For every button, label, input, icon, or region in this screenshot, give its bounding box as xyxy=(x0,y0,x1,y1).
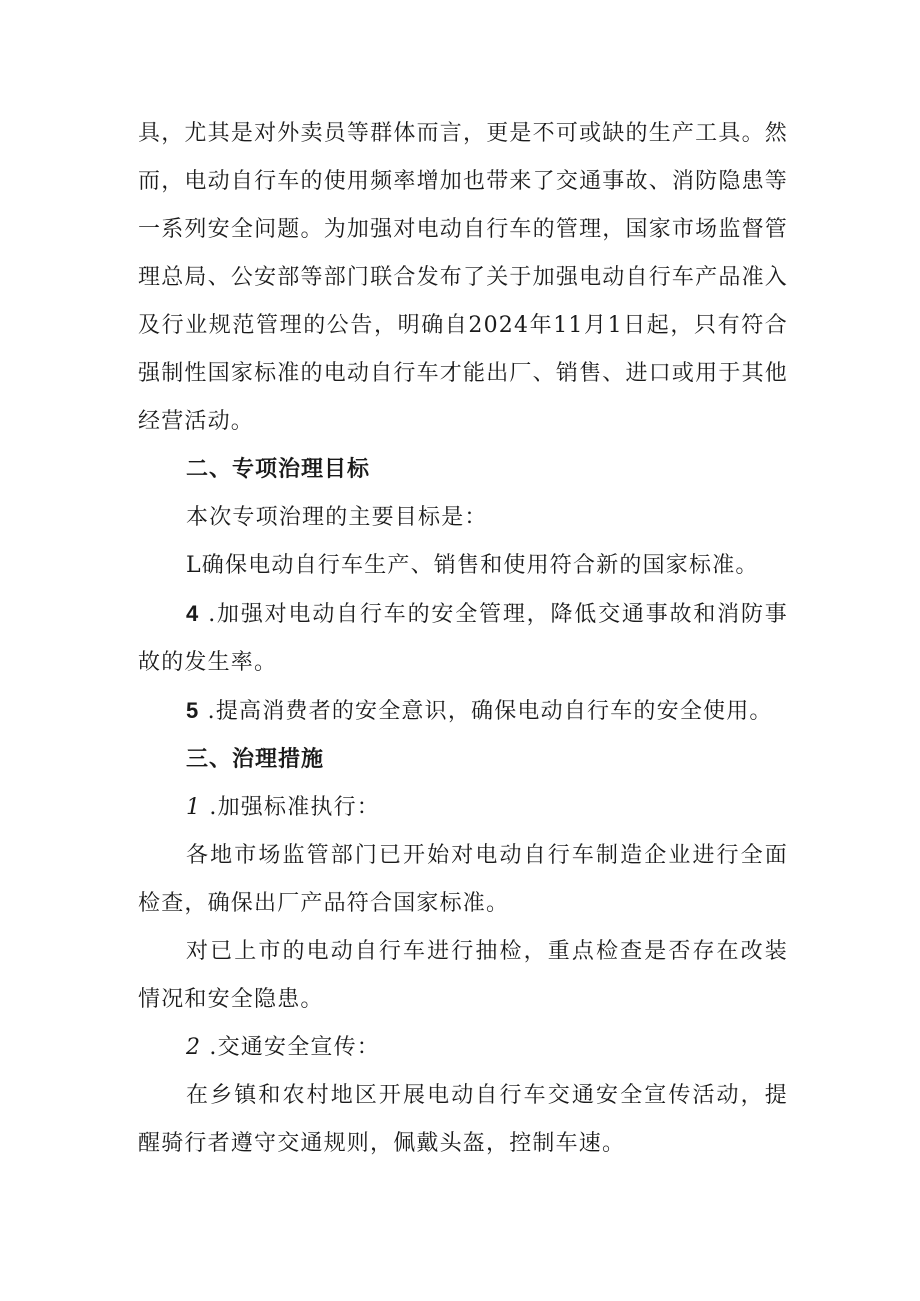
measure-1-paragraph-2: 对已上市的电动自行车进行抽检，重点检查是否存在改装情况和安全隐患。 xyxy=(138,939,788,1012)
measure-1-number: 1 xyxy=(186,795,202,820)
intro-paragraph: 具，尤其是对外卖员等群体而言，更是不可或缺的生产工具。然而，电动自行车的使用频率增加也带来了交通事故、消防隐患等一系列安全问题。为加强对电动自行车的管理，国家市场监督管理总局、公安部等部门联合发布了关于加强电动自行车产品准入及行业规范管理的公告，明确自2024年11月1日起，只有符合强制性国家标准的电动自行车才能出厂、销售、进口或用于其他经营活动。 xyxy=(138,121,788,434)
measure-2-paragraph-1: 在乡镇和农村地区开展电动自行车交通安全宣传活动，提醒骑行者遵守交通规则，佩戴头盔，控制车速。 xyxy=(138,1083,788,1156)
goal-item-3 xyxy=(138,687,788,736)
section-heading-measures: 三、治理措施 xyxy=(186,747,325,772)
goal-item-3-text: .提高消费者的安全意识，确保电动自行车的安全使用。 xyxy=(207,699,773,724)
document-body xyxy=(138,110,788,1168)
goal-item-1: L确保电动自行车生产、销售和使用符合新的国家标准。 xyxy=(186,553,759,578)
goal-item-2-text: .加强对电动自行车的安全管理，降低交通事故和消防事故的发生率。 xyxy=(138,602,788,675)
measure-1-title-text: .加强标准执行： xyxy=(209,795,380,820)
measure-2-title-text: .交通安全宣传： xyxy=(209,1035,380,1060)
measure-2-number: 2 xyxy=(186,1035,202,1060)
goal-item-2 xyxy=(138,590,788,687)
measure-1-paragraph-1: 各地市场监管部门已开始对电动自行车制造企业进行全面检查，确保出厂产品符合国家标准。 xyxy=(138,843,788,916)
goal-item-2-number: 4 xyxy=(186,601,200,626)
measure-1-title xyxy=(138,784,788,832)
section-heading-goals: 二、专项治理目标 xyxy=(186,457,371,482)
measure-2-title xyxy=(138,1024,788,1072)
goal-item-3-number: 5 xyxy=(186,698,200,723)
goals-lead: 本次专项治理的主要目标是： xyxy=(186,505,488,530)
